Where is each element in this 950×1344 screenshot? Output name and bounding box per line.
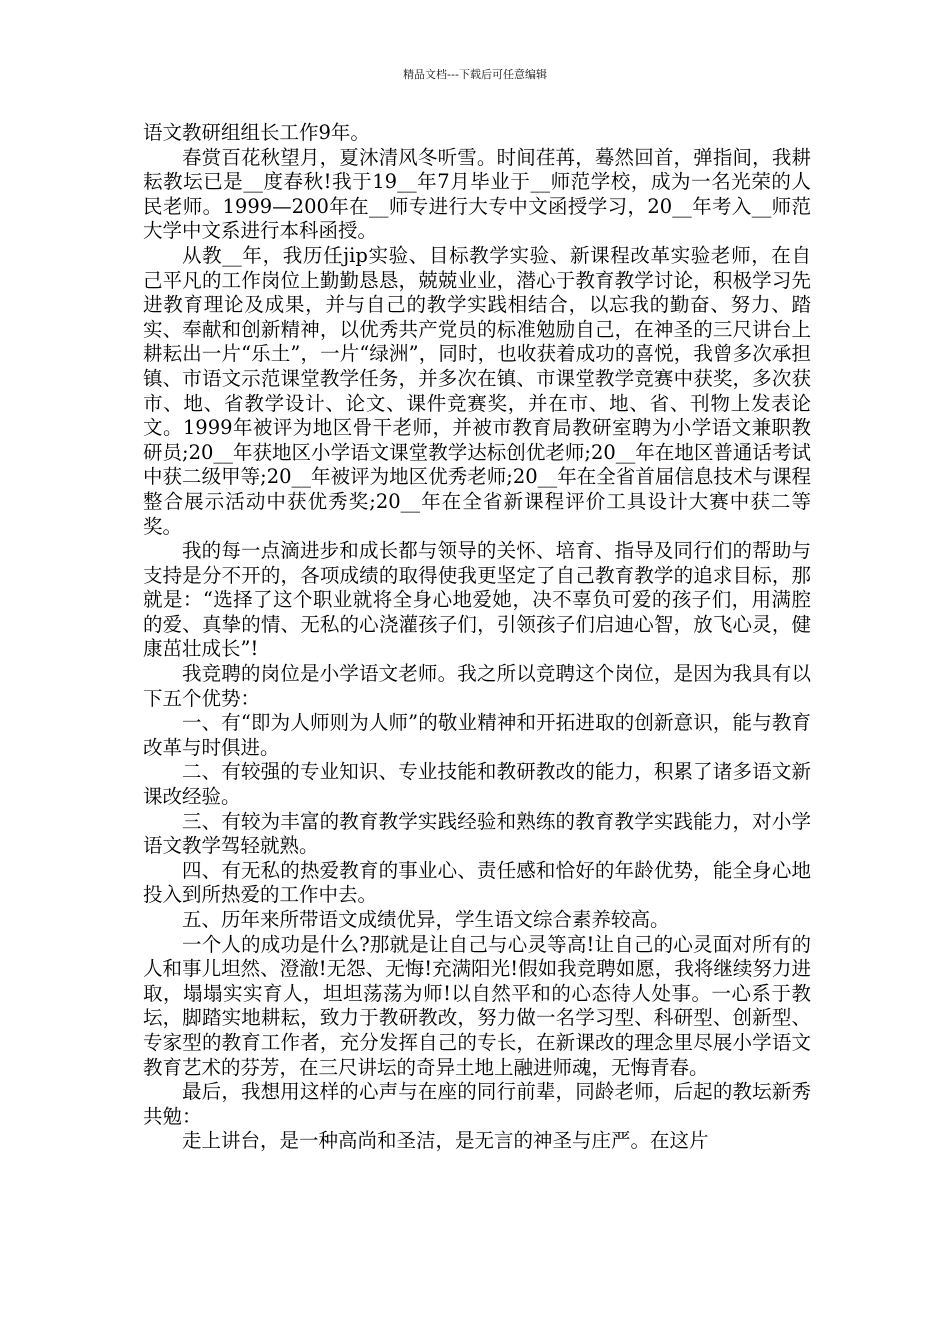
page-header: 精品文档---下载后可任意编辑 [403,68,547,81]
list-item: 三、有较为丰富的教育教学实践经验和熟练的教育教学实践能力，对小学语文教学驾轻就熟。 [143,809,811,858]
paragraph: 最后，我想用这样的心声与在座的同行前辈，同龄老师，后起的教坛新秀共勉： [143,1080,811,1128]
paragraph: 春赏百花秋望月，夏沐清风冬听雪。时间荏苒，蓦然回首，弹指间，我耕耘教坛已是__度春秋!我于19__年7月毕业于__师范学校，成为一名光荣的人民老师。1999—200年在__师专进行大专中文函授学习，20__年考入__师范大学中文系进行本科函授。 [143,145,811,243]
paragraph: 我竞聘的岗位是小学语文老师。我之所以竞聘这个岗位，是因为我具有以下五个优势： [143,662,811,710]
document-body [143,121,811,1154]
list-item: 四、有无私的热爱教育的事业心、责任感和恰好的年龄优势，能全身心地投入到所热爱的工作中去。 [143,858,811,907]
list-item: 五、历年来所带语文成绩优异，学生语文综合素养较高。 [182,908,670,931]
paragraph: 语文教研组组长工作9年。 [143,121,370,144]
list-item: 二、有较强的专业知识、专业技能和教研教改的能力，积累了诸多语文新课改经验。 [143,760,811,809]
paragraph: 一个人的成功是什么?那就是让自己与心灵等高!让自己的心灵面对所有的人和事儿坦然、澄澈!无怨、无悔!充满阳光!假如我竞聘如愿，我将继续努力进取，塌塌实实育人，坦坦荡荡为师!以自然平和的心态待人处事。一心系于教坛，脚踏实地耕耘，致力于教研教改，努力做一名学习型、科研型、创新型、专家型的教育工作者，充分发挥自己的专长，在新课改的理念里尽展小学语文教育艺术的芬芳，在三尺讲坛的奇异土地上融进师魂，无悔青春。 [143,932,811,1079]
list-item: 一、有“即为人师则为人师”的敬业精神和开拓进取的创新意识，能与教育改革与时俱进。 [143,711,811,759]
paragraph: 走上讲台，是一种高尚和圣洁，是无言的神圣与庄严。在这片 [182,1129,709,1153]
paragraph: 我的每一点滴进步和成长都与领导的关怀、培育、指导及同行们的帮助与支持是分不开的，各项成绩的取得使我更坚定了自己教育教学的追求目标，那就是：“选择了这个职业就将全身心地爱她，决不辜负可爱的孩子们，用满腔的爱、真挚的情、无私的心浇灌孩子们，引领孩子们启迪心智，放飞心灵，健康茁壮成长”! [143,539,811,661]
paragraph: 从教__年，我历任jip实验、目标教学实验、新课程改革实验老师，在自己平凡的工作岗位上勤勤恳恳，兢兢业业，潜心于教育教学讨论，积极学习先进教育理论及成果，并与自己的教学实践相结合，以忘我的勤奋、努力、踏实、奉献和创新精神，以优秀共产党员的标准勉励自己，在神圣的三尺讲台上耕耘出一片“乐土”，一片“绿洲”，同时，也收获着成功的喜悦，我曾多次承担镇、市语文示范课堂教学任务，并多次在镇、市课堂教学竞赛中获奖，多次获市、地、省教学设计、论文、课件竞赛奖，并在市、地、省、刊物上发表论文。1999年被评为地区骨干老师，并被市教育局教研室聘为小学语文兼职教研员;20__年获地区小学语文课堂教学达标创优老师;20__年在地区普通话考试中获二级甲等;20__年被评为地区优秀老师;20__年在全省首届信息技术与课程整合展示活动中获优秀奖;20__年在全省新课程评价工具设计大赛中获二等奖。 [143,243,811,538]
